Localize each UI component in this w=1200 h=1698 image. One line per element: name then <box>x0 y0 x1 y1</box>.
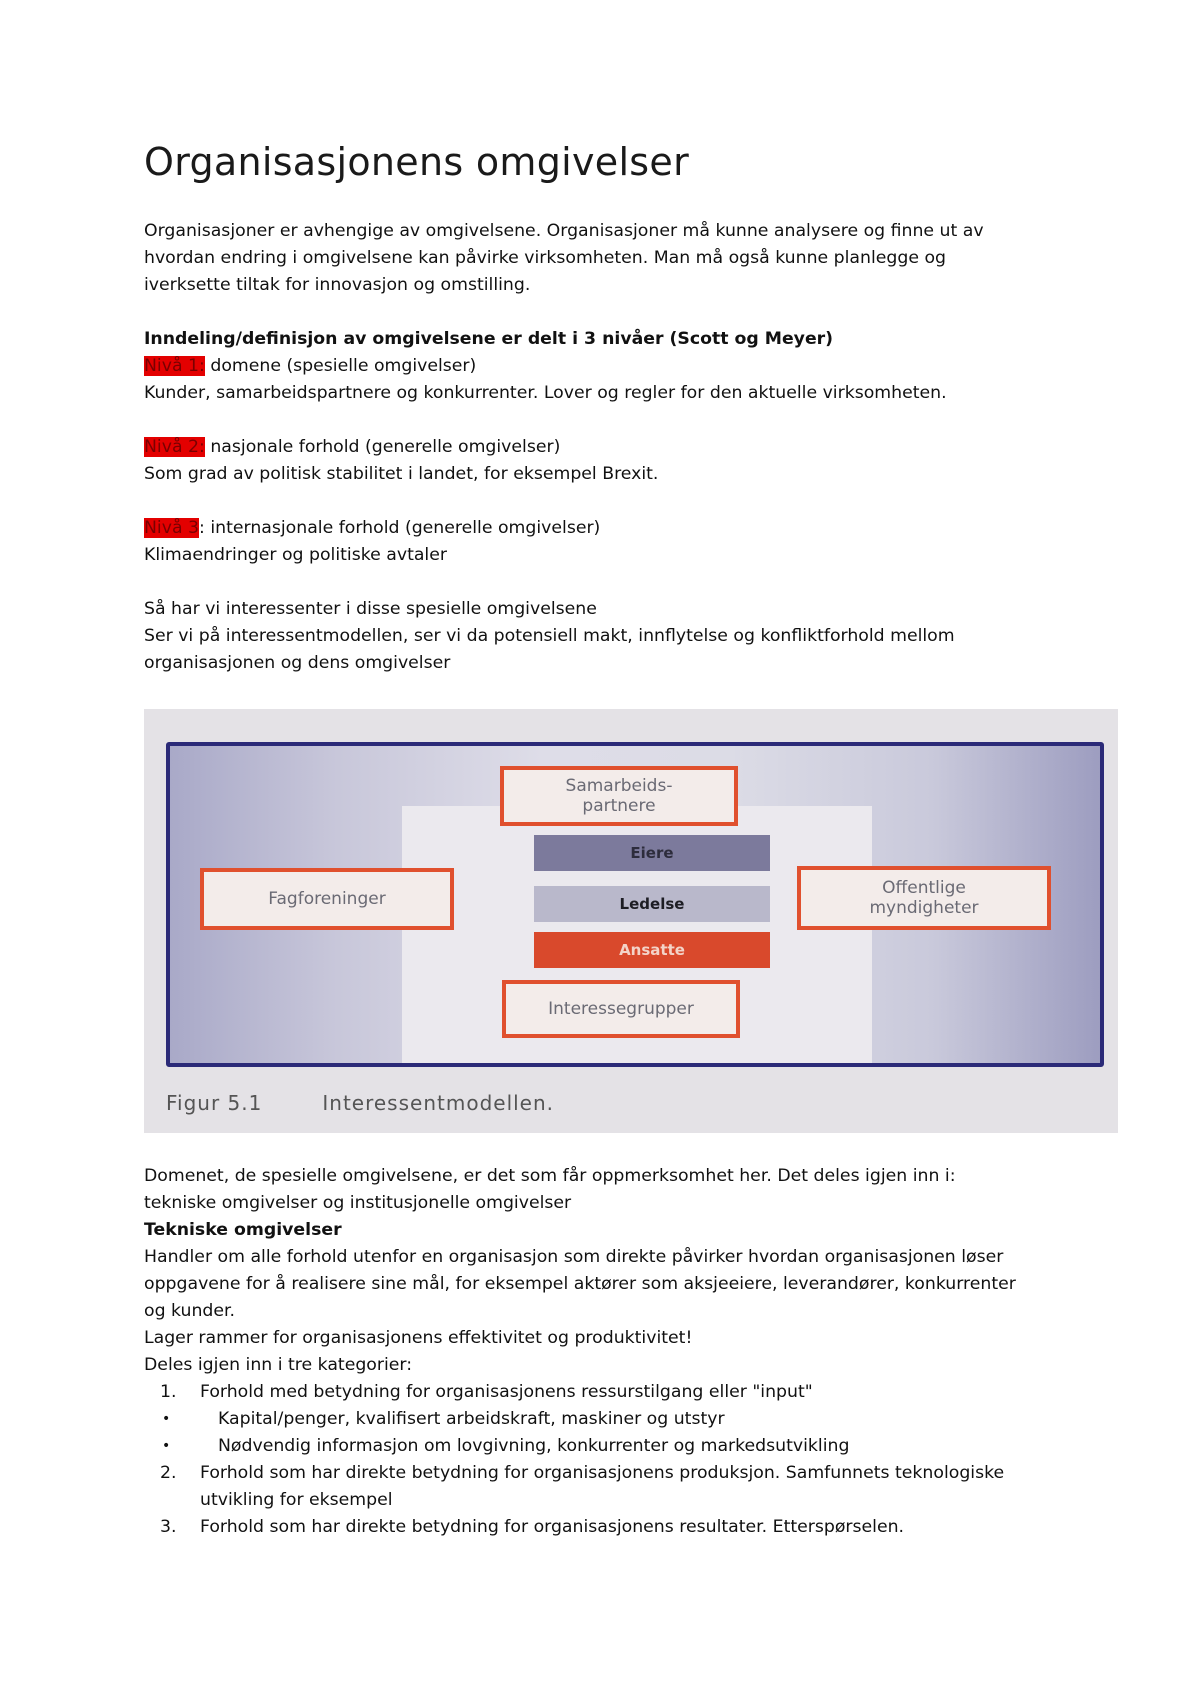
stakeholder-line: organisasjonen og dens omgivelser <box>144 653 451 673</box>
level-1-line <box>144 353 1074 380</box>
box-partners <box>500 766 738 826</box>
intro-line: Organisasjoner er avhengige av omgivelsene. Organisasjoner må kunne analysere og finne ut av <box>144 221 984 241</box>
list-text: utvikling for eksempel <box>200 1490 393 1510</box>
list-text: Forhold som har direkte betydning for organisasjonens produksjon. Samfunnets teknologiske <box>200 1463 1005 1483</box>
caption-number: Figur 5.1 <box>166 1091 263 1115</box>
box-unions: Fagforeninger <box>200 868 454 930</box>
body-section <box>144 218 1074 677</box>
intro-line: hvordan endring i omgivelsene kan påvirke virksomheten. Man må også kunne planlegge og <box>144 248 947 268</box>
tech-line: Handler om alle forhold utenfor en organisasjon som direkte påvirker hvordan organisasjonen løser <box>144 1247 1004 1267</box>
category-list <box>144 1379 1074 1541</box>
box-authorities-line: myndigheter <box>869 898 979 918</box>
tech-heading: Tekniske omgivelser <box>144 1220 342 1240</box>
level-1-text: domene (spesielle omgivelser) <box>204 356 477 376</box>
level-3-detail: Klimaendringer og politiske avtaler <box>144 545 447 565</box>
level-3-text: : internasjonale forhold (generelle omgivelser) <box>199 518 601 538</box>
domain-line: Domenet, de spesielle omgivelsene, er det som får oppmerksomhet her. Det deles igjen inn i: <box>144 1166 956 1186</box>
bullet-text: Nødvendig informasjon om lovgivning, konkurrenter og markedsutvikling <box>218 1436 850 1456</box>
bullet-text: Kapital/penger, kvalifisert arbeidskraft, maskiner og utstyr <box>218 1409 725 1429</box>
tech-line: Lager rammer for organisasjonens effektivitet og produktivitet! <box>144 1328 693 1348</box>
box-authorities <box>797 866 1051 930</box>
list-item <box>144 1379 1074 1406</box>
level-2-label: Nivå 2: <box>144 437 205 457</box>
box-partners-line: Samarbeids- <box>565 776 673 796</box>
level-2-text: nasjonale forhold (generelle omgivelser) <box>204 437 561 457</box>
page-title: Organisasjonens omgivelser <box>144 140 689 184</box>
level-1-label: Nivå 1: <box>144 356 205 376</box>
bullet-icon: • <box>162 1411 171 1427</box>
level-2-line <box>144 434 1074 461</box>
list-item <box>144 1460 1074 1514</box>
tech-line: oppgavene for å realisere sine mål, for eksempel aktører som aksjeeiere, leverandører, konkurrenter <box>144 1274 1016 1294</box>
tech-line: Deles igjen inn i tre kategorier: <box>144 1355 413 1375</box>
list-number: 1. <box>160 1382 177 1402</box>
domain-section <box>144 1163 1074 1541</box>
bar-ledelse: Ledelse <box>534 886 770 922</box>
bar-ansatte: Ansatte <box>534 932 770 968</box>
level-3-line <box>144 515 1074 542</box>
list-text: Forhold med betydning for organisasjonens ressurstilgang eller "input" <box>200 1382 813 1402</box>
box-partners-line: partnere <box>582 796 656 816</box>
bullet-icon: • <box>162 1438 171 1454</box>
box-authorities-line: Offentlige <box>882 878 966 898</box>
figure-frame <box>166 742 1104 1067</box>
bar-eiere: Eiere <box>534 835 770 871</box>
list-number: 2. <box>160 1463 177 1483</box>
tech-line: og kunder. <box>144 1301 236 1321</box>
figure-caption <box>166 1091 554 1115</box>
box-interest-groups: Interessegrupper <box>502 980 740 1038</box>
stakeholder-line: Så har vi interessenter i disse spesielle omgivelsene <box>144 599 597 619</box>
bullet-item <box>144 1433 1074 1460</box>
stakeholder-line: Ser vi på interessentmodellen, ser vi da potensiell makt, innflytelse og konfliktforhold mellom <box>144 626 955 646</box>
bullet-item <box>144 1406 1074 1433</box>
list-number: 3. <box>160 1517 177 1537</box>
level-1-detail: Kunder, samarbeidspartnere og konkurrenter. Lover og regler for den aktuelle virksomheten. <box>144 383 947 403</box>
list-text: Forhold som har direkte betydning for organisasjonens resultater. Etterspørselen. <box>200 1517 905 1537</box>
level-3-label: Nivå 3 <box>144 518 200 538</box>
caption-text: Interessentmodellen. <box>322 1091 555 1115</box>
stakeholder-model-figure <box>144 709 1118 1133</box>
levels-heading: Inndeling/definisjon av omgivelsene er delt i 3 nivåer (Scott og Meyer) <box>144 329 834 349</box>
level-2-detail: Som grad av politisk stabilitet i landet, for eksempel Brexit. <box>144 464 659 484</box>
list-item <box>144 1514 1074 1541</box>
intro-line: iverksette tiltak for innovasjon og omstilling. <box>144 275 531 295</box>
domain-line: tekniske omgivelser og institusjonelle omgivelser <box>144 1193 572 1213</box>
document-content <box>144 140 1074 1541</box>
